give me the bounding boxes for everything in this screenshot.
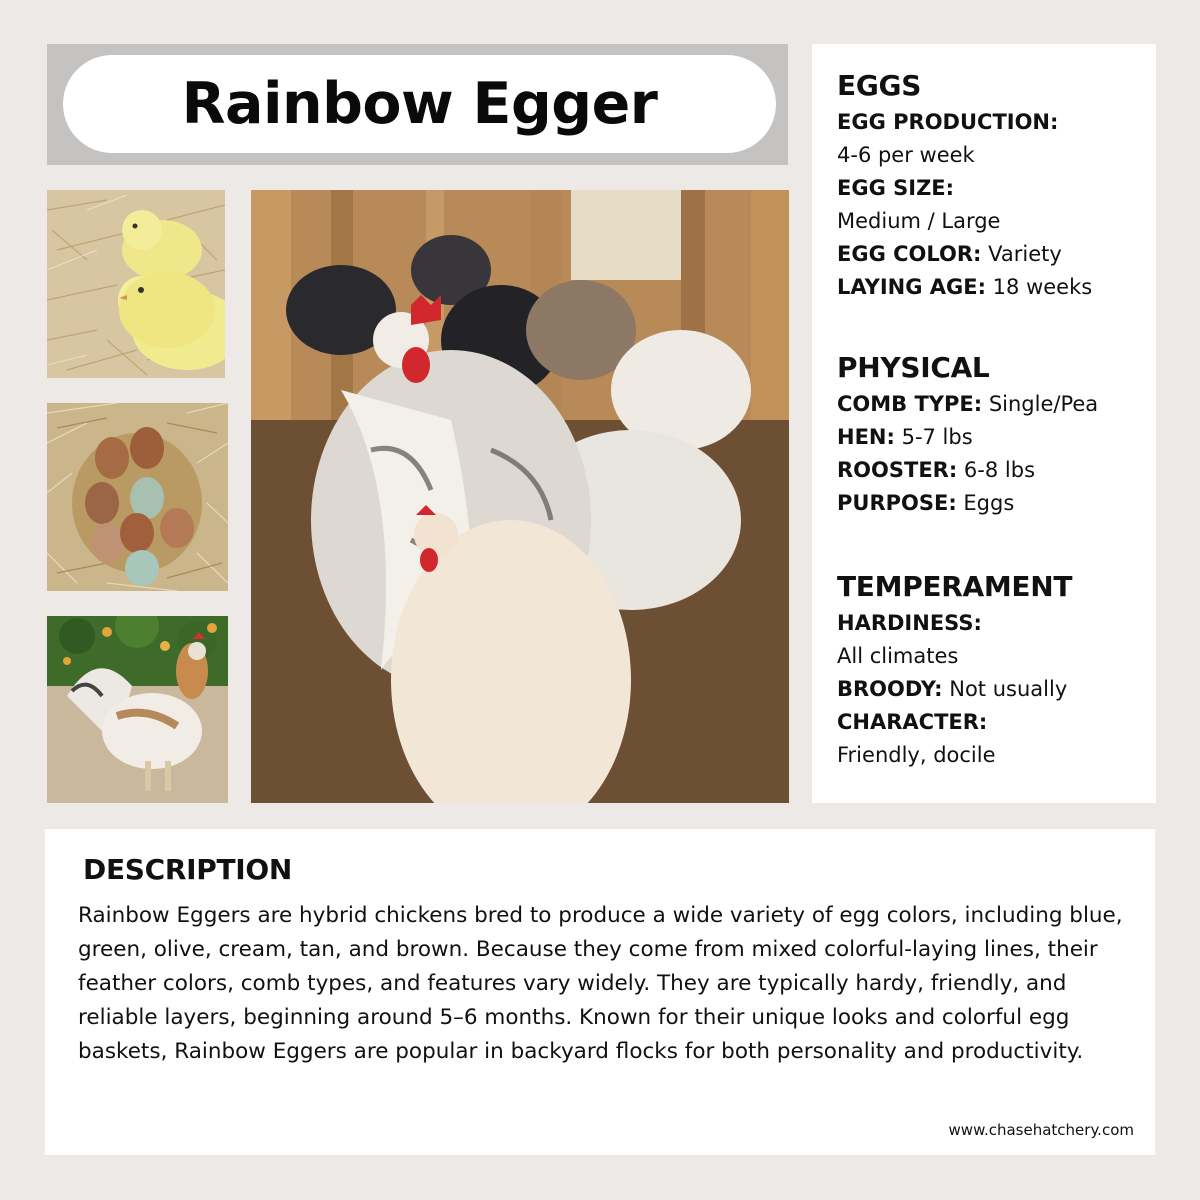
eggs-row bbox=[837, 139, 1152, 172]
physical-row-value: Single/Pea bbox=[982, 392, 1099, 416]
physical-row-key: HEN: bbox=[837, 425, 895, 449]
physical-heading: PHYSICAL bbox=[837, 351, 990, 384]
info-panel bbox=[812, 44, 1156, 803]
eggs-nest-photo bbox=[47, 403, 228, 591]
physical-row bbox=[837, 421, 1152, 454]
flock-photo bbox=[251, 190, 789, 803]
eggs-row-value: Medium / Large bbox=[837, 209, 1001, 233]
temperament-row bbox=[837, 706, 1152, 739]
physical-row-key: COMB TYPE: bbox=[837, 392, 983, 416]
physical-row-value: Eggs bbox=[956, 491, 1015, 515]
temperament-row-value: Friendly, docile bbox=[837, 743, 996, 767]
temperament-row-key: CHARACTER: bbox=[837, 710, 988, 734]
physical-row-value: 6-8 lbs bbox=[957, 458, 1036, 482]
eggs-heading: EGGS bbox=[837, 69, 922, 102]
physical-row-key: PURPOSE: bbox=[837, 491, 957, 515]
physical-row-value: 5-7 lbs bbox=[894, 425, 973, 449]
temperament-row bbox=[837, 739, 1152, 772]
eggs-section bbox=[837, 70, 1152, 304]
page-title: Rainbow Egger bbox=[63, 55, 776, 153]
description-heading: DESCRIPTION bbox=[83, 853, 293, 886]
chicks-photo bbox=[47, 190, 225, 378]
temperament-row-key: BROODY: bbox=[837, 677, 943, 701]
eggs-row bbox=[837, 238, 1152, 271]
temperament-row-key: HARDINESS: bbox=[837, 611, 982, 635]
temperament-row-value: All climates bbox=[837, 644, 959, 668]
eggs-row-key: EGG COLOR: bbox=[837, 242, 982, 266]
temperament-heading: TEMPERAMENT bbox=[837, 570, 1073, 603]
eggs-row bbox=[837, 172, 1152, 205]
description-panel bbox=[45, 829, 1155, 1155]
temperament-row-value: Not usually bbox=[942, 677, 1068, 701]
eggs-row bbox=[837, 271, 1152, 304]
eggs-row-value: 4-6 per week bbox=[837, 143, 975, 167]
temperament-row bbox=[837, 607, 1152, 640]
rooster-photo bbox=[47, 616, 228, 803]
eggs-row-key: EGG SIZE: bbox=[837, 176, 955, 200]
website-url: www.chasehatchery.com bbox=[948, 1121, 1134, 1139]
eggs-row-value: Variety bbox=[981, 242, 1062, 266]
physical-row bbox=[837, 487, 1152, 520]
physical-row bbox=[837, 388, 1152, 421]
physical-row bbox=[837, 454, 1152, 487]
eggs-row-value: 18 weeks bbox=[986, 275, 1093, 299]
eggs-row-key: EGG PRODUCTION: bbox=[837, 110, 1059, 134]
temperament-row bbox=[837, 640, 1152, 673]
eggs-row bbox=[837, 205, 1152, 238]
physical-row-key: ROOSTER: bbox=[837, 458, 958, 482]
temperament-section bbox=[837, 571, 1152, 772]
eggs-row bbox=[837, 106, 1152, 139]
temperament-row bbox=[837, 673, 1152, 706]
eggs-row-key: LAYING AGE: bbox=[837, 275, 986, 299]
description-text: Rainbow Eggers are hybrid chickens bred to produce a wide variety of egg colors, including blue, green, olive, cream, tan, and brown. Because they come from mixed colorful-laying lines, their feather colors, comb types, and features vary widely. They are typically hardy, friendly, and reliable layers, beginning around 5–6 months. Known for their unique looks and colorful egg baskets, Rainbow Eggers are popular in backyard flocks for both personality and productivity. bbox=[78, 903, 1123, 1064]
physical-section bbox=[837, 352, 1152, 520]
